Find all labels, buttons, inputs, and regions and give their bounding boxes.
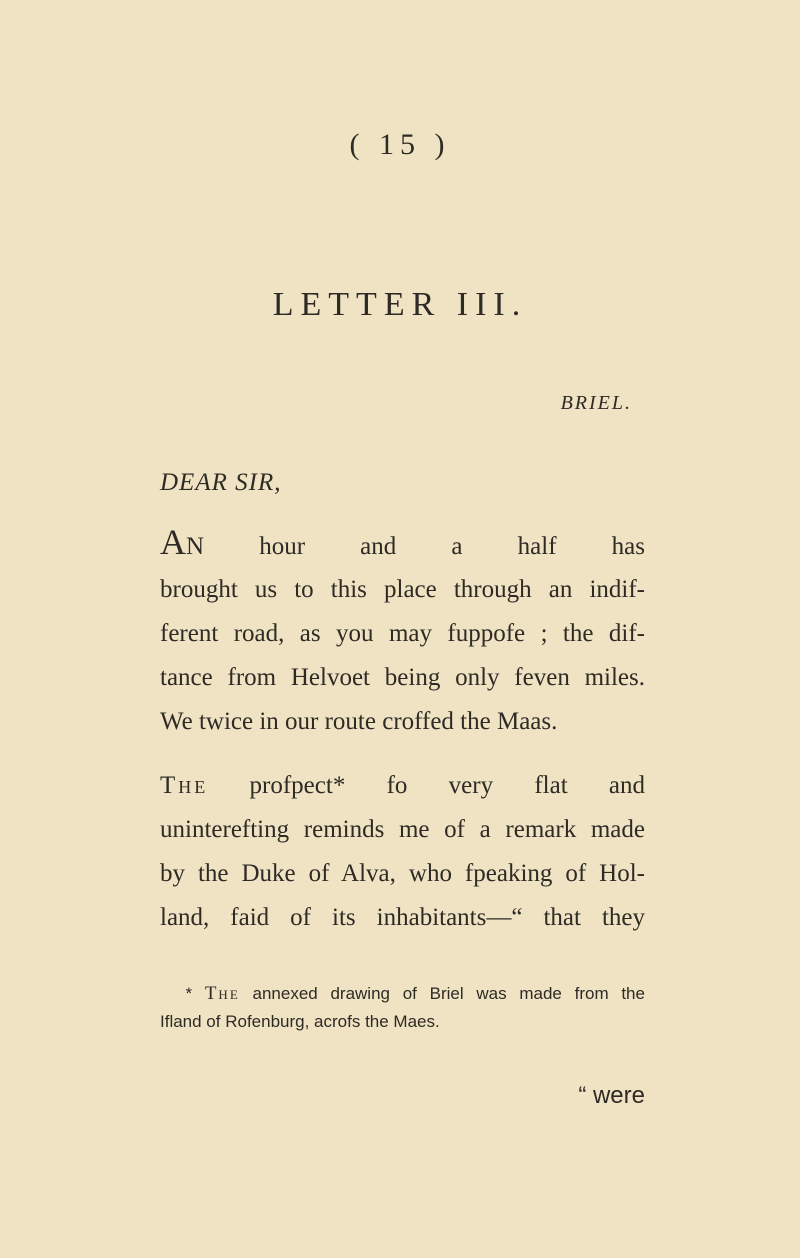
line-text: annexed drawing of Briel was made from the: [252, 984, 645, 1003]
catchword: “ were: [578, 1082, 645, 1109]
paragraph-2-line-1: [160, 764, 645, 808]
lead-word: The: [160, 772, 209, 799]
paragraph-1-line-4: tance from Helvoet being only feven miles.: [160, 664, 645, 691]
place-name: BRIEL.: [560, 392, 632, 414]
drop-cap: A: [160, 522, 186, 562]
footnote-marker: *: [185, 984, 193, 1003]
paragraph-1-line-3: ferent road, as you may fuppofe ; the dif-: [160, 620, 645, 647]
paragraph-1-line-5: We twice in our route croffed the Maas.: [160, 708, 558, 735]
paragraph-1-line-1: [160, 524, 645, 568]
footnote: [160, 980, 645, 1036]
line-text: N hour and a half has: [186, 533, 645, 560]
line-text: profpect* fo very flat and: [249, 772, 646, 799]
paragraph-2-line-4: land, faid of its inhabitants—“ that they: [160, 904, 645, 931]
page-number: ( 15 ): [349, 128, 451, 161]
letter-heading: LETTER III.: [272, 286, 528, 323]
footnote-line-2: Ifland of Rofenburg, acrofs the Maes.: [160, 1012, 440, 1031]
paragraph-2-line-2: uninterefting reminds me of a remark made: [160, 816, 645, 843]
paragraph-1-line-2: brought us to this place through an indif-: [160, 576, 645, 603]
paragraph-1: [160, 524, 645, 744]
salutation: DEAR SIR,: [160, 469, 282, 496]
footnote-lead-word: The: [204, 983, 240, 1004]
paragraph-2: [160, 764, 645, 940]
paragraph-2-line-3: by the Duke of Alva, who fpeaking of Hol-: [160, 860, 645, 887]
footnote-line-1: [160, 980, 645, 1008]
